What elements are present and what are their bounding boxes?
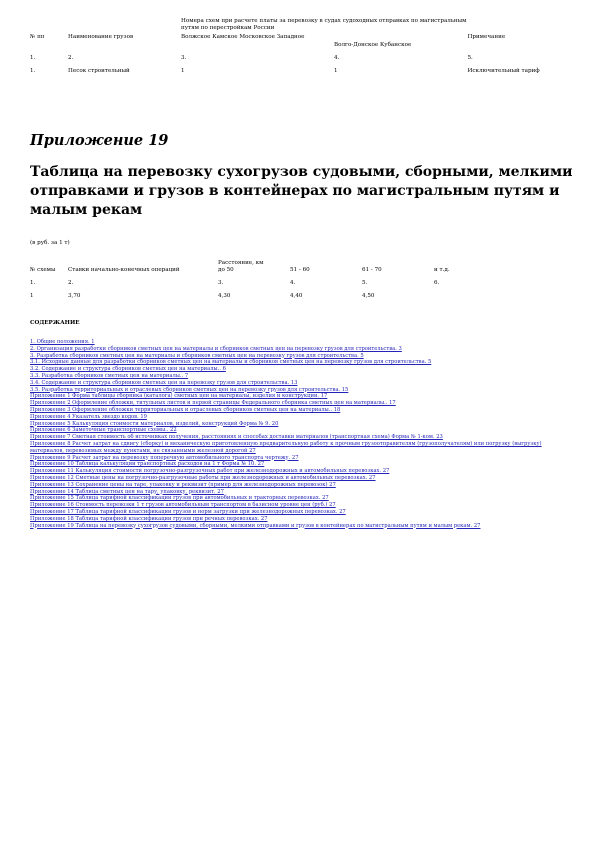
toc-item [30,441,570,455]
toc-item [30,475,570,482]
toc-link[interactable]: 2. Организация разработки сборников сметных цен на материалы и сборников сметных цен на перевозку грузов для строительства. 3 [30,345,402,352]
toc-item [30,516,570,523]
toc-link[interactable]: 3.3. Разработка сборников сметных цен на материалы.. 7 [30,372,189,379]
col-index: 5. [467,55,473,61]
col-index: 4. [290,280,296,286]
toc-link[interactable]: Приложение 12 Сметные цены на погрузочно-разгрузочные работы при железнодорожных и автомобильных перевозках. 27 [30,474,376,481]
table-cell: 4,50 [362,293,375,299]
table-row [30,287,550,300]
toc-link[interactable]: 3.4. Содержание и структура сборников сметных цен на перевозку грузов для строительства. 13 [30,379,298,386]
table-row [30,62,570,75]
table-cell: Песок строительный [68,68,130,74]
toc-link[interactable]: Приложение 3 Оформление обложки территориальных и отраслевых сборников сметных цен на материалы.. 18 [30,406,341,413]
distance-header: Расстояние, км [218,260,264,266]
toc-item [30,434,570,441]
col-index: 2. [68,280,74,286]
table-cell: 1 [334,68,338,74]
col-index: 5. [362,280,368,286]
toc-item [30,421,570,428]
table-cell: 1 [30,293,34,299]
toc-item [30,380,570,387]
toc-item [30,509,570,516]
col-index: 4. [334,55,340,61]
table-cell: 1 [181,68,185,74]
toc-item [30,366,570,373]
toc-link[interactable]: Приложение 10 Таблица калькуляции транспортных расходов на 1 т Форма № 10. 27 [30,461,265,468]
toc-link[interactable]: Приложение 1 Форма таблицы сборника (каталога) сметных цен на материалы, изделия и конструкции. 17 [30,393,328,400]
toc-link[interactable]: Приложение 11 Калькуляция стоимости погрузочно-разгрузочных работ при железнодорожных и автомобильных перевозках. 27 [30,468,390,475]
toc-link[interactable]: Приложение 7 Сметная стоимость об источниках получения, расстояниях и способах доставки материалов (транспортная схема) Форма № 1-ком. 23 [30,434,443,441]
col-volga-header: Волжское Камское Московское Западное [181,34,305,40]
toc-link[interactable]: Приложение 6 Заметочные транспортные схемы.. 22 [30,427,177,434]
toc-heading: СОДЕРЖАНИЕ [30,320,80,326]
col-index: 2. [68,55,74,61]
river-rates-table [30,260,550,300]
col-index: 6. [434,280,440,286]
toc-link[interactable]: Приложение 17 Таблица тарифной классификации грузов и норм загрузки при железнодорожных перевозках. 27 [30,508,346,515]
col-cargo-header: Наименование грузов [68,34,134,40]
toc-link[interactable]: Приложение 4 Указатель звездо кодов. 19 [30,413,147,420]
toc-link[interactable]: Приложение 5 Калькуляция стоимости материалов, изделий, конструкций Форма № 9. 20 [30,420,279,427]
toc-link[interactable]: Приложение 9 Расчет затрат на перевозку поперечную автомобильного транспорта чертежу. 27 [30,454,299,461]
toc-link[interactable]: Приложение 14 Таблица сметных цен на тару, упаковку, реквизит. 27 [30,488,224,495]
col-index: 1. [30,55,36,61]
col-rates-header: Ставки начально-конечных операций [68,267,180,273]
toc-link[interactable]: Приложение 15 Таблица тарифной классификации грузов при автомобильных и тракторных перевозках. 27 [30,495,329,502]
toc-link[interactable]: 3. Разработка сборников сметных цен на материалы и сборников сметных цен на перевозку грузов для строительства. 5 [30,352,364,359]
document-title: Таблица на перевозку сухогрузов судовыми, сборными, мелкими отправками и грузов в контейнерах по магистральным путям и малым рекам [30,164,573,218]
col-don-header: Волго-Донское Кубанское [334,42,412,48]
toc-item [30,407,570,414]
table-cell: Исключительный тариф [467,68,540,74]
range-header: 51 - 60 [290,267,310,273]
table-cell: 1. [30,68,36,74]
range-header: 61 - 70 [362,267,382,273]
toc-item [30,400,570,407]
col-number-header: № пп [30,34,45,40]
toc-link[interactable]: 3.5. Разработка территориальных и отраслевых сборников сметных цен на перевозку грузов для строительства. 15 [30,386,349,393]
toc-item [30,523,570,530]
toc-item [30,373,570,380]
toc-link[interactable]: Приложение 19 Таблица на перевозку сухогрузов судовыми, сборными, мелкими отправками и грузов в контейнерах по магистральным путям и малым рекам. 27 [30,522,481,529]
toc-item [30,468,570,475]
toc-item [30,502,570,509]
col-index: 3. [218,280,224,286]
toc-link[interactable]: Приложение 8 Расчет затрат на сдвигу (сборку) и механическую приготовленную предварительную работу к прочным грузоотправителям (грузополучателям) или погрузку (выгрузку) материалов, перевозимых между пунктами, не связанными железной дорогой 27 [30,440,542,454]
col-scheme-header: № схемы [30,267,56,273]
table-cell: 3,70 [68,293,81,299]
toc-link[interactable]: Приложение 2 Оформление обложки, титульных листов и первой страницы Федерального сборника сметных цен на материалы.. 17 [30,400,396,407]
table-of-contents [30,339,570,529]
unit-note: (в руб. за 1 т) [30,240,70,246]
range-header: и т.д. [434,267,450,273]
appendix-title: Приложение 19 [30,132,169,149]
rates-scheme-table [30,18,570,75]
col-note-header: Примечание [467,34,506,40]
range-header: до 50 [218,267,234,273]
toc-item [30,482,570,489]
table-cell: 4,30 [218,293,231,299]
toc-link[interactable]: Приложение 13 Сохранение цены на таре, упаковку и реквизит (пример для железнодорожных перевозок) 27 [30,481,336,488]
toc-item [30,339,570,346]
toc-item [30,346,570,353]
toc-link[interactable]: Приложение 16 Стоимость перевозки 1 т грузов автомобильным транспортом в базисном уровне цен (руб.) 27 [30,502,336,509]
col-index: 3. [181,55,187,61]
toc-link[interactable]: 3.1. Исходные данные для разработки сборников сметных цен на материалы и сборников сметных цен на перевозку грузов для строительства. 5 [30,359,432,366]
scheme-group-header: Номера схем при расчете платы за перевозку в судах судоходных отправках по магистральным путям по перестройкам России [181,18,467,31]
toc-link[interactable]: Приложение 18 Таблица тарифной классификации грузов при речных перевозках. 27 [30,515,268,522]
toc-link[interactable]: 1. Общие положения. 1 [30,339,95,345]
col-index: 1. [30,280,36,286]
table-cell: 4,40 [290,293,303,299]
toc-item [30,414,570,421]
toc-link[interactable]: 3.2. Содержание и структура сборников сметных цен на материалы.. 6 [30,366,226,373]
